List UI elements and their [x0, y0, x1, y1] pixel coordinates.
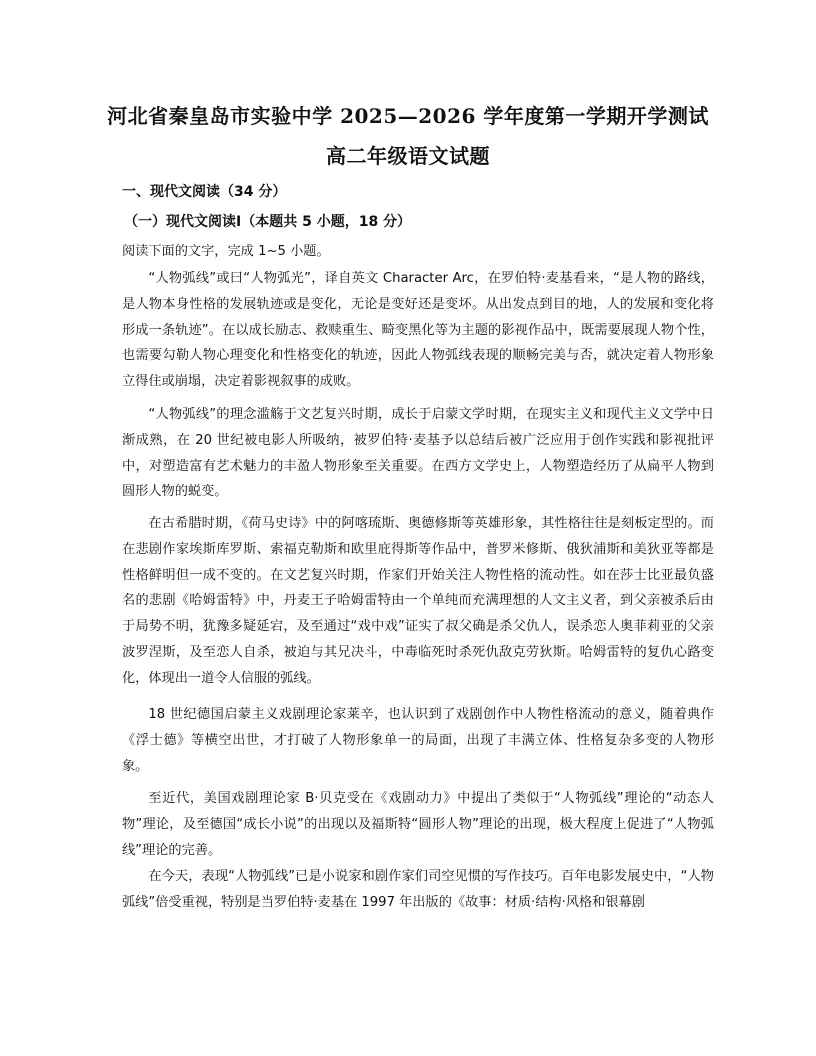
paragraph-2: “人物弧线”的理念滥觞于文艺复兴时期，成长于启蒙文学时期，在现实主义和现代主义文学中日渐成熟，在 20 世纪被电影人所吸纳，被罗伯特·麦基予以总结后被广泛应用于创作实践和影视批评中，对塑造富有艺术魅力的丰盈人物形象至关重要。在西方文学史上，人物塑造经历了从扁平人物到圆形人物的蜕变。	[122, 407, 714, 500]
section-heading: 一、现代文阅读（34 分）	[122, 184, 287, 200]
subsection-heading: （一）现代文阅读Ⅰ（本题共 5 小题，18 分）	[124, 214, 412, 230]
paragraph-4: 18 世纪德国启蒙主义戏剧理论家莱辛，也认识到了戏剧创作中人物性格流动的意义，随着典作《浮士德》等横空出世，才打破了人物形象单一的局面，出现了丰满立体、性格复杂多变的人物形象。	[122, 707, 714, 774]
document-title: 河北省秦皇岛市实验中学 2025—2026 学年度第一学期开学测试	[107, 104, 709, 128]
paragraph-5: 至近代，美国戏剧理论家 B·贝克受在《戏剧动力》中提出了类似于“人物弧线”理论的“动态人物”理论，及至德国“成长小说”的出现以及福斯特“圆形人物”理论的出现，极大程度上促进了“人物弧线”理论的完善。	[122, 791, 714, 858]
paragraph-1: “人物弧线”或曰“人物弧光”，译自英文 Character Arc，在罗伯特·麦基看来，“是人物的路线，是人物本身性格的发展轨迹或是变化，无论是变好还是变坏。从出发点到目的地，人的发展和变化将形成一条轨迹”。在以成长励志、救赎重生、畸变黑化等为主题的影视作品中，既需要展现人物个性，也需要勾勒人物心理变化和性格变化的轨迹，因此人物弧线表现的顺畅完美与否，就决定着人物形象立得住或崩塌，决定着影视叙事的成败。	[122, 271, 714, 390]
document-subtitle: 高二年级语文试题	[326, 144, 490, 168]
paragraph-3: 在古希腊时期，《荷马史诗》中的阿喀琉斯、奥德修斯等英雄形象，其性格往往是刻板定型的。而在悲剧作家埃斯库罗斯、索福克勒斯和欧里庇得斯等作品中，普罗米修斯、俄狄浦斯和美狄亚等都是性格鲜明但一成不变的。在文艺复兴时期，作家们开始关注人物性格的流动性。如在莎士比亚最负盛名的悲剧《哈姆雷特》中，丹麦王子哈姆雷特由一个单纯而充满理想的人文主义者，到父亲被杀后由于局势不明，犹豫多疑延宕，及至通过“戏中戏”证实了叔父确是杀父仇人，误杀恋人奥菲莉亚的父亲波罗涅斯，及至恋人自杀，被迫与其兄决斗，中毒临死时杀死仇敌克劳狄斯。哈姆雷特的复仇心路变化，体现出一道令人信服的弧线。	[122, 516, 714, 686]
paragraph-6: 在今天，表现“人物弧线”已是小说家和剧作家们司空见惯的写作技巧。百年电影发展史中，“人物弧线”倍受重视，特别是当罗伯特·麦基在 1997 年出版的《故事：材质·结构·风格和银幕剧	[122, 869, 714, 910]
reading-instruction: 阅读下面的文字，完成 1~5 小题。	[122, 244, 330, 259]
